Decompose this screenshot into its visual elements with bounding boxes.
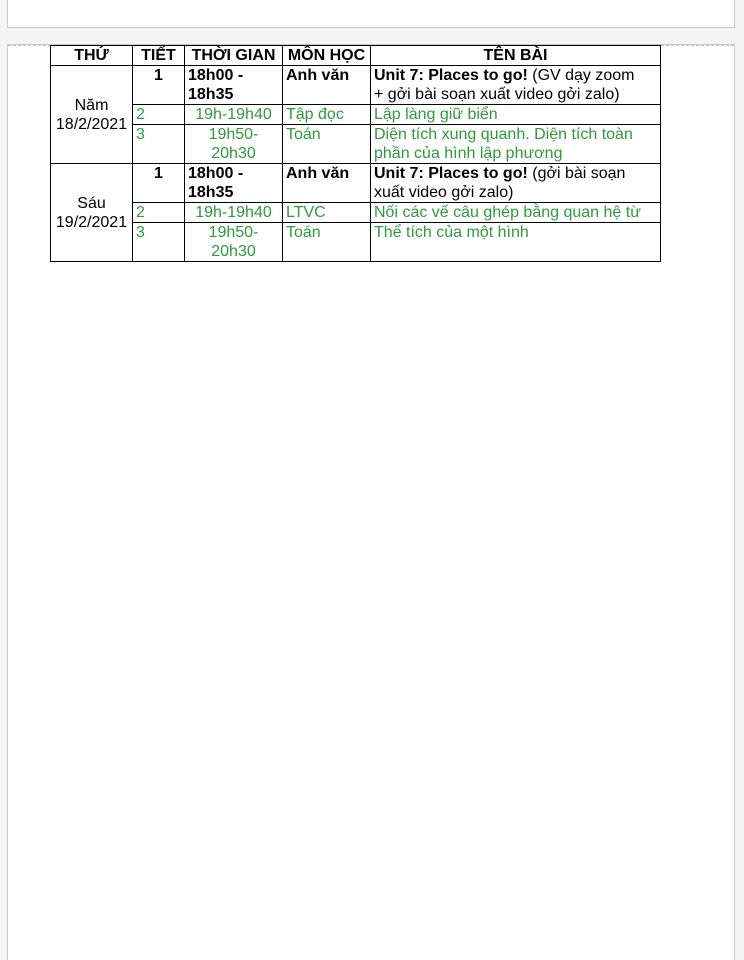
lesson-line: phần của hình lập phương (374, 145, 563, 162)
period-number: 2 (133, 203, 185, 223)
time-cell: 19h-19h40 (185, 105, 283, 125)
lesson-cell: Lập làng giữ biển (371, 105, 661, 125)
lesson-note: (gởi bài soạn (527, 165, 626, 182)
time-line: 20h30 (211, 243, 256, 260)
schedule-table (50, 45, 661, 262)
lesson-note-line2: + gởi bài soạn xuất video gởi zalo) (374, 86, 620, 103)
lesson-line: Diện tích xung quanh. Diện tích toàn (374, 126, 633, 143)
table-row (51, 125, 661, 164)
time-cell: 19h-19h40 (185, 203, 283, 223)
day-name: Sáu (77, 194, 106, 212)
header-row (51, 46, 661, 66)
period-number: 1 (133, 164, 185, 203)
lesson-cell: Thể tích của một hình (371, 223, 661, 262)
subject-cell: Anh văn (283, 164, 371, 203)
day-date: 19/2/2021 (55, 213, 128, 231)
subject-cell: Toán (283, 125, 371, 164)
lesson-cell (371, 66, 661, 105)
time-line: 18h00 - (188, 165, 244, 182)
time-line: 18h35 (188, 184, 234, 201)
subject-cell: LTVC (283, 203, 371, 223)
lesson-title: Unit 7: Places to go! (374, 67, 528, 84)
time-line: 19h50- (208, 126, 259, 143)
subject-cell: Toán (283, 223, 371, 262)
table-row (51, 203, 661, 223)
time-cell (185, 125, 283, 164)
time-cell (185, 223, 283, 262)
period-number: 3 (133, 223, 185, 262)
lesson-cell: Nối các vế câu ghép bằng quan hệ từ (371, 203, 661, 223)
time-cell (185, 66, 283, 105)
lesson-cell (371, 164, 661, 203)
table-row (51, 164, 661, 203)
period-number: 2 (133, 105, 185, 125)
header-mon-hoc: MÔN HỌC (283, 46, 371, 66)
subject-cell: Anh văn (283, 66, 371, 105)
time-line: 19h50- (208, 224, 259, 241)
lesson-cell (371, 125, 661, 164)
lesson-title: Unit 7: Places to go! (374, 165, 528, 182)
table-row (51, 223, 661, 262)
day-name: Năm (74, 96, 109, 114)
table-row (51, 66, 661, 105)
day-cell (51, 66, 133, 164)
day-cell (51, 164, 133, 262)
time-line: 20h30 (211, 145, 256, 162)
header-tiet: TIẾT (133, 46, 185, 66)
time-cell (185, 164, 283, 203)
header-thoi-gian: THỜI GIAN (185, 46, 283, 66)
period-number: 3 (133, 125, 185, 164)
header-ten-bai: TÊN BÀI (371, 46, 661, 66)
header-thu: THỨ (51, 46, 133, 66)
document-page (7, 44, 735, 960)
day-date: 18/2/2021 (55, 115, 128, 133)
top-toolbar (7, 0, 735, 28)
subject-cell: Tập đọc (283, 105, 371, 125)
time-line: 18h35 (188, 86, 234, 103)
period-number: 1 (133, 66, 185, 105)
lesson-note: (GV dạy zoom (527, 67, 635, 84)
table-row (51, 105, 661, 125)
lesson-note-line2: xuất video gởi zalo) (374, 184, 514, 201)
time-line: 18h00 - (188, 67, 244, 84)
